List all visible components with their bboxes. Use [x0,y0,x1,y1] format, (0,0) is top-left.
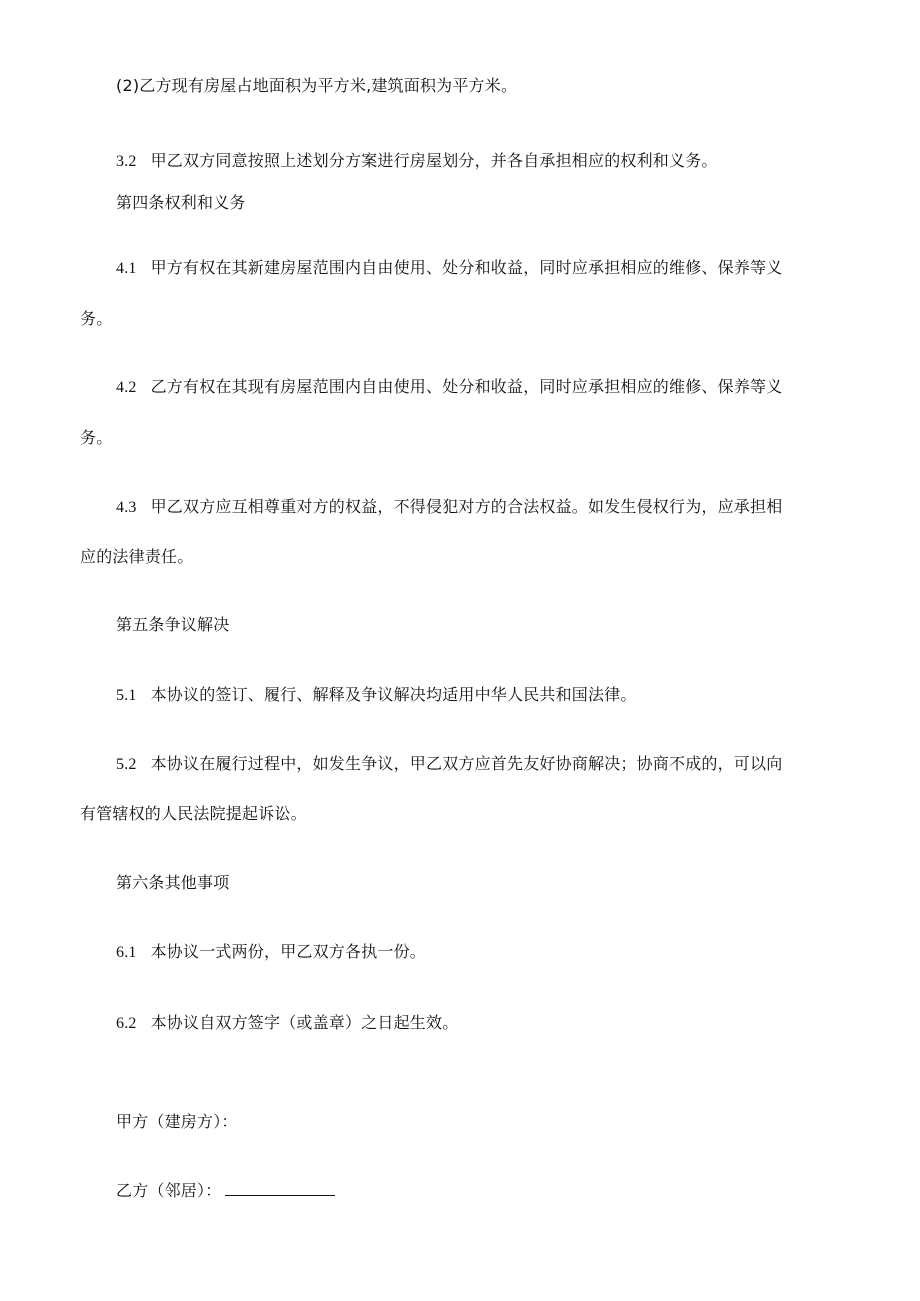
article-6-heading: 第六条其他事项 [116,873,230,892]
signature-blank-line [225,1181,335,1196]
clause-3-1-2: (2)乙方现有房屋占地面积为平方米,建筑面积为平方米。 [116,76,518,95]
party-a-signature: 甲方（建房方）： [116,1112,238,1131]
clause-4-2-cont: 务。 [80,428,113,447]
clause-number: 4.3 [116,499,137,516]
clause-5-2-cont: 有管辖权的人民法院提起诉讼。 [80,804,307,823]
clause-5-2: 5.2 本协议在履行过程中，如发生争议，甲乙双方应首先友好协商解决；协商不成的，可以向 [116,753,782,776]
clause-number: 6.2 [116,1015,137,1032]
clause-number: 4.2 [116,379,137,396]
clause-number: 6.1 [116,944,137,961]
clause-number: 5.1 [116,687,137,704]
clause-4-2: 4.2 乙方有权在其现有房屋范围内自由使用、处分和收益，同时应承担相应的维修、保养等义 [116,376,782,399]
clause-5-1: 5.1 本协议的签订、履行、解释及争议解决均适用中华人民共和国法律。 [116,684,637,707]
clause-6-2: 6.2 本协议自双方签字（或盖章）之日起生效。 [116,1012,458,1035]
clause-6-1: 6.1 本协议一式两份，甲乙双方各执一份。 [116,941,426,964]
article-5-heading: 第五条争议解决 [116,615,230,634]
party-b-signature: 乙方（邻居）： [116,1180,335,1202]
clause-4-1: 4.1 甲方有权在其新建房屋范围内自由使用、处分和收益，同时应承担相应的维修、保养等义 [116,257,782,280]
clause-4-3: 4.3 甲乙双方应互相尊重对方的权益，不得侵犯对方的合法权益。如发生侵权行为，应承担相 [116,496,782,519]
clause-number: 4.1 [116,260,137,277]
article-4-heading: 第四条权利和义务 [116,193,246,212]
clause-number: 5.2 [116,756,137,773]
clause-number: 3.2 [116,153,137,170]
clause-4-1-cont: 务。 [80,309,113,328]
clause-4-3-cont: 应的法律责任。 [80,547,194,566]
clause-3-2: 3.2 甲乙双方同意按照上述划分方案进行房屋划分，并各自承担相应的权利和义务。 [116,150,718,173]
